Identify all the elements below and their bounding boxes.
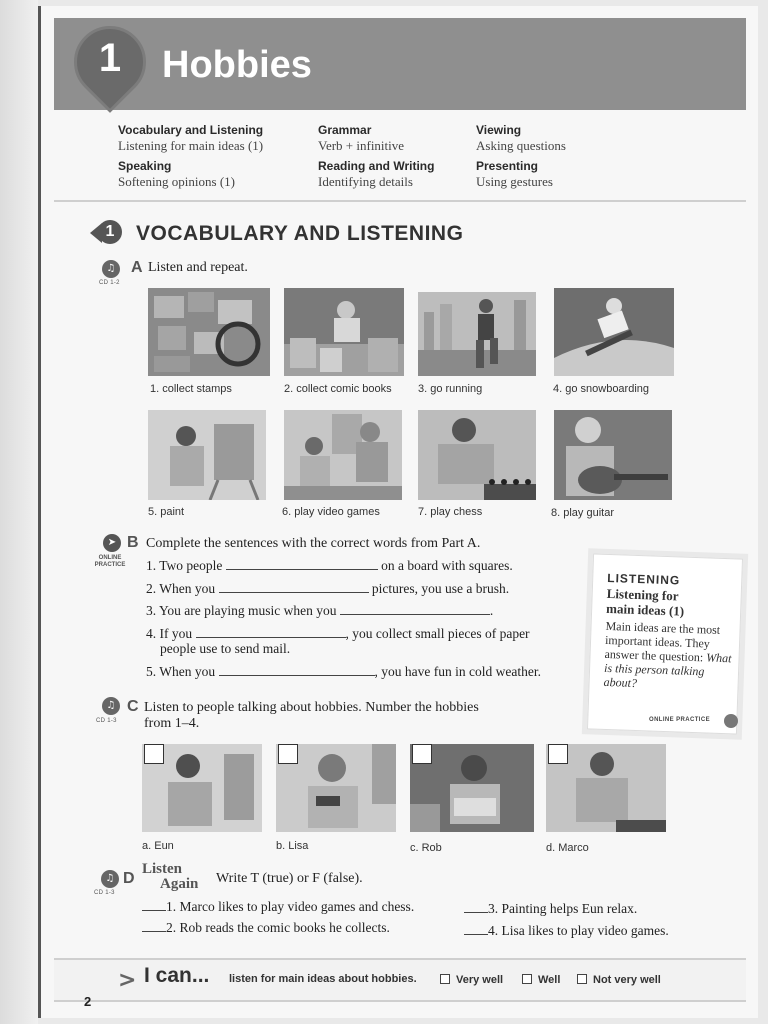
tip-body: Main ideas are the most important ideas. They answer the question: What is this person talking about? — [603, 618, 732, 691]
chevron-right-icon: > — [118, 968, 137, 993]
part-d-instruction: Write T (true) or F (false). — [216, 871, 363, 886]
overview-value: Identifying details — [318, 174, 413, 189]
answer-blank[interactable] — [340, 603, 490, 615]
checkbox-icon — [522, 974, 532, 984]
cd-track-label: CD 1-3 — [94, 890, 115, 896]
sentence: 1. Two people on a board with squares. — [146, 558, 513, 573]
caption: 1. collect stamps — [150, 383, 232, 395]
photo-play-video-games — [284, 410, 402, 500]
number-answer-box[interactable] — [144, 744, 164, 764]
caption: a. Eun — [142, 840, 174, 852]
online-practice-label: ONLINE PRACTICE — [649, 717, 711, 723]
audio-icon[interactable]: ♫ — [101, 870, 119, 888]
online-practice-icon[interactable] — [724, 714, 738, 728]
part-b-instruction: Complete the sentences with the correct words from Part A. — [146, 536, 481, 551]
number-answer-box[interactable] — [278, 744, 298, 764]
part-c-instruction: Listen to people talking about hobbies. Number the hobbies from 1–4. — [144, 700, 479, 731]
overview-value: Asking questions — [476, 138, 566, 153]
photo-paint — [148, 410, 266, 500]
overview-column — [476, 122, 566, 190]
overview-value: Listening for main ideas (1) — [118, 138, 264, 153]
overview-value: Softening opinions (1) — [118, 174, 235, 189]
photo-go-snowboarding — [554, 288, 674, 376]
true-false-item: 2. Rob reads the comic books he collects. — [142, 920, 390, 936]
overview-column — [318, 122, 434, 190]
online-practice-icon[interactable]: ➤ — [103, 534, 121, 552]
part-a-instruction: Listen and repeat. — [148, 260, 248, 275]
unit-title: Hobbies — [162, 44, 312, 86]
caption: 3. go running — [418, 383, 483, 395]
scan-edge — [0, 0, 38, 1024]
part-d-letter: D — [123, 870, 135, 887]
number-answer-box[interactable] — [412, 744, 432, 764]
audio-icon[interactable]: ♫ — [102, 260, 120, 278]
cd-track-label: CD 1-2 — [99, 280, 120, 286]
listening-tip-box — [587, 553, 743, 734]
self-assessment-option[interactable]: Well — [522, 974, 560, 986]
overview-value: Verb + infinitive — [318, 138, 405, 153]
caption: d. Marco — [546, 842, 589, 854]
photo-collect-stamps — [148, 288, 270, 376]
overview-label: Speaking — [118, 159, 172, 173]
answer-blank[interactable] — [219, 581, 369, 593]
true-false-item: 3. Painting helps Eun relax. — [464, 901, 637, 917]
sentence-continued: people use to send mail. — [160, 641, 291, 656]
online-practice-label: ONLINE PRACTICE — [94, 555, 126, 568]
answer-blank[interactable] — [226, 558, 378, 570]
photo-go-running — [418, 292, 536, 376]
true-false-item: 1. Marco likes to play video games and chess. — [142, 899, 414, 915]
overview-value: Using gestures — [476, 174, 553, 189]
caption: 8. play guitar — [551, 507, 614, 519]
part-c-letter: C — [127, 698, 139, 715]
sentence: 4. If you , you collect small pieces of paper — [146, 626, 530, 641]
tf-answer-blank[interactable] — [464, 901, 488, 913]
caption: c. Rob — [410, 842, 442, 854]
unit-number: 1 — [98, 36, 122, 80]
unit-header — [54, 18, 746, 110]
photo-play-chess — [418, 410, 536, 500]
sentence: 3. You are playing music when you . — [146, 603, 494, 618]
photo-collect-comic-books — [284, 288, 404, 376]
self-assessment-option[interactable]: Very well — [440, 974, 503, 986]
page-number: 2 — [84, 994, 92, 1009]
tf-answer-blank[interactable] — [464, 923, 488, 935]
tf-answer-blank[interactable] — [142, 920, 166, 932]
i-can-title: I can... — [144, 964, 210, 987]
i-can-statement: listen for main ideas about hobbies. — [229, 973, 417, 985]
part-b-letter: B — [127, 534, 139, 551]
answer-blank[interactable] — [196, 626, 346, 638]
sentence: 5. When you , you have fun in cold weather. — [146, 664, 541, 679]
overview-label: Vocabulary and Listening — [118, 123, 264, 137]
divider — [54, 200, 746, 202]
overview-label: Grammar — [318, 123, 372, 137]
listen-again-label: Listen Again — [142, 861, 199, 892]
caption: 7. play chess — [418, 506, 483, 518]
self-assessment-option[interactable]: Not very well — [577, 974, 661, 986]
true-false-item: 4. Lisa likes to play video games. — [464, 923, 669, 939]
caption: b. Lisa — [276, 840, 309, 852]
caption: 5. paint — [148, 506, 185, 518]
section-number: 1 — [98, 220, 122, 244]
number-answer-box[interactable] — [548, 744, 568, 764]
photo-play-guitar — [554, 410, 672, 500]
overview-label: Viewing — [476, 123, 522, 137]
tf-answer-blank[interactable] — [142, 899, 166, 911]
audio-icon[interactable]: ♫ — [102, 697, 120, 715]
part-a-letter: A — [131, 259, 143, 276]
answer-blank[interactable] — [219, 664, 375, 676]
overview-label: Reading and Writing — [318, 159, 435, 173]
checkbox-icon — [440, 974, 450, 984]
sentence: 2. When you pictures, you use a brush. — [146, 581, 510, 596]
tip-title: LISTENING — [607, 570, 681, 588]
tip-subtitle: Listening for main ideas (1) — [605, 585, 685, 619]
overview-column — [118, 122, 263, 190]
caption: 2. collect comic books — [284, 383, 392, 395]
section-badge — [90, 220, 128, 246]
overview-label: Presenting — [476, 159, 539, 173]
caption: 6. play video games — [282, 506, 380, 518]
section-title: VOCABULARY AND LISTENING — [136, 222, 464, 245]
checkbox-icon — [577, 974, 587, 984]
caption: 4. go snowboarding — [553, 383, 650, 395]
cd-track-label: CD 1-3 — [96, 718, 117, 724]
